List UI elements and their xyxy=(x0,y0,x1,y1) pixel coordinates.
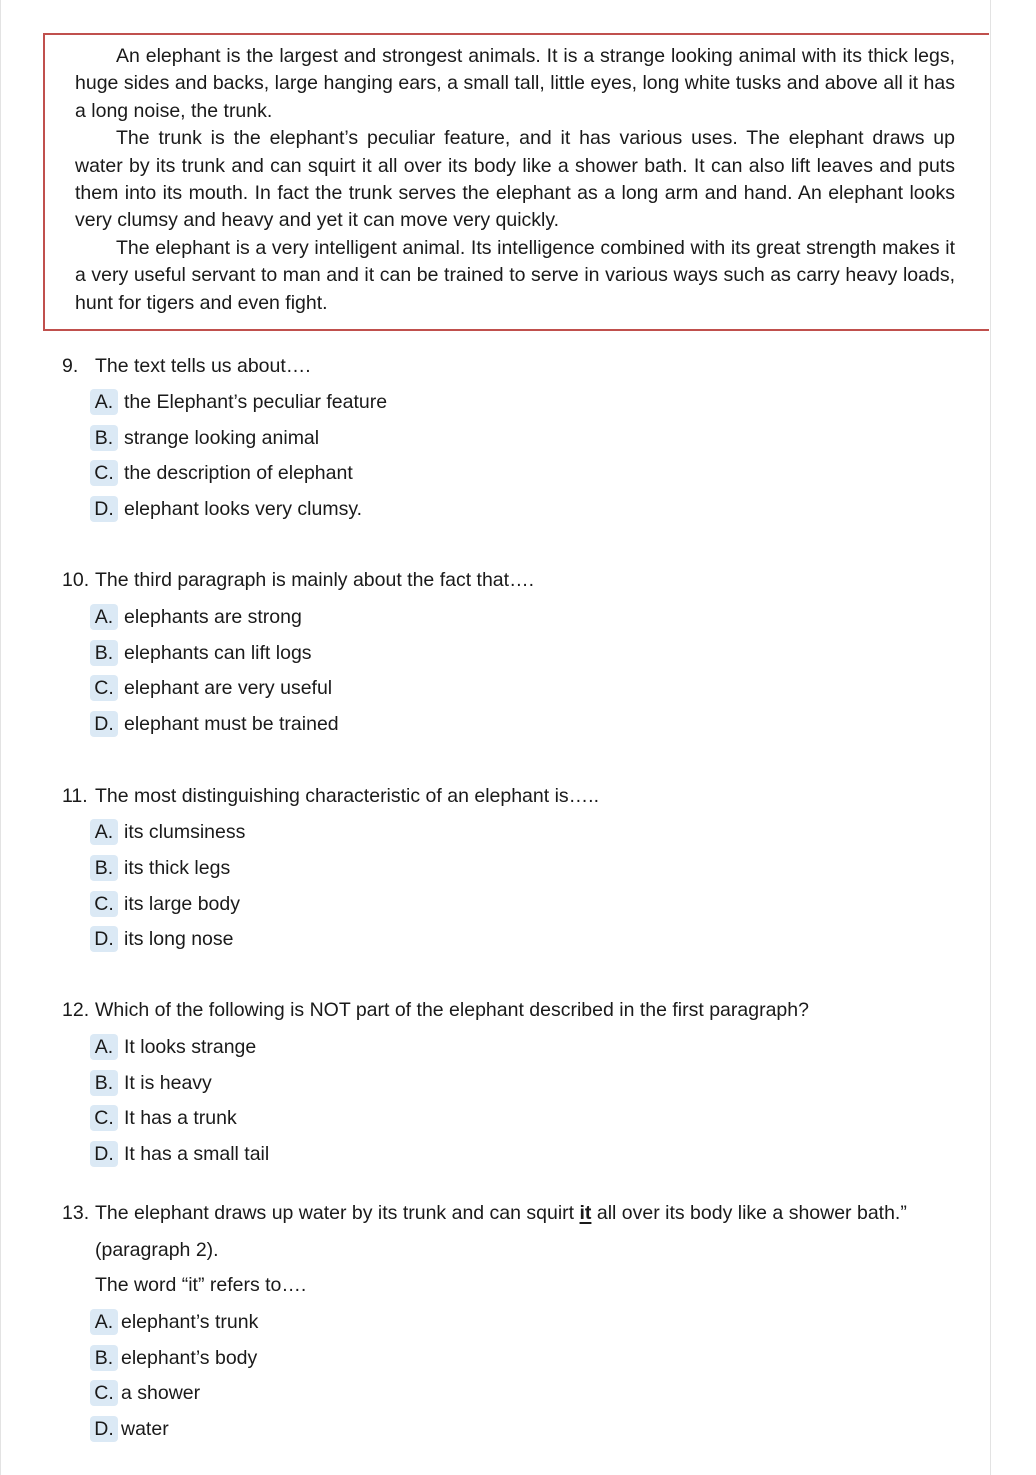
option-12b[interactable] xyxy=(90,1070,212,1096)
question-13-paragraph-ref: (paragraph 2). xyxy=(95,1239,219,1261)
option-letter: D. xyxy=(90,496,118,522)
question-text: The text tells us about…. xyxy=(95,355,311,377)
option-13c[interactable] xyxy=(90,1380,200,1406)
passage-paragraph-2: The trunk is the elephant’s peculiar feature, and it has various uses. The elephant draws up water by its trunk and can squirt it all over its body like a shower bath. It can also lift leaves and puts them into its mouth. In fact the trunk serves the elephant as a long arm and hand. An elephant looks very clumsy and heavy and yet it can move very quickly. xyxy=(75,127,955,232)
page-right-edge xyxy=(990,0,991,1475)
option-9a[interactable] xyxy=(90,389,387,415)
option-text: the description of elephant xyxy=(124,462,353,484)
option-letter: B. xyxy=(90,640,118,666)
option-letter: A. xyxy=(90,1309,118,1335)
option-text: elephants are strong xyxy=(124,606,302,628)
option-9d[interactable] xyxy=(90,496,362,522)
option-letter: D. xyxy=(90,1141,118,1167)
option-9b[interactable] xyxy=(90,425,319,451)
option-letter: A. xyxy=(90,819,118,845)
option-text: It has a trunk xyxy=(124,1107,237,1129)
passage-paragraph-1: An elephant is the largest and strongest animals. It is a strange looking animal with its thick legs, huge sides and backs, large hanging ears, a small tall, little eyes, long white tusks and above all it has a long noise, the trunk. xyxy=(75,45,955,122)
option-letter: C. xyxy=(90,675,118,701)
option-letter: C. xyxy=(90,891,118,917)
option-letter: A. xyxy=(90,1034,118,1060)
option-text: elephant’s body xyxy=(121,1347,258,1369)
option-text: the Elephant’s peculiar feature xyxy=(124,391,388,413)
option-text: its clumsiness xyxy=(124,821,246,843)
question-referenced-word: it xyxy=(579,1202,592,1224)
option-letter: D. xyxy=(90,711,118,737)
option-text: strange looking animal xyxy=(124,427,320,449)
option-11d[interactable] xyxy=(90,926,234,952)
question-number: 11. xyxy=(62,785,88,807)
option-letter: B. xyxy=(90,425,118,451)
option-text: It has a small tail xyxy=(124,1143,270,1165)
option-letter: B. xyxy=(90,855,118,881)
option-letter: C. xyxy=(90,1105,118,1131)
option-text: a shower xyxy=(121,1382,201,1404)
option-12a[interactable] xyxy=(90,1034,256,1060)
option-text: its thick legs xyxy=(124,857,231,879)
question-10 xyxy=(62,567,534,593)
question-text: The third paragraph is mainly about the fact that…. xyxy=(95,569,534,591)
question-text-before: The elephant draws up water by its trunk and can squirt xyxy=(95,1202,580,1224)
option-letter: B. xyxy=(90,1070,118,1096)
option-text: elephant looks very clumsy. xyxy=(124,498,363,520)
option-10d[interactable] xyxy=(90,711,339,737)
option-12d[interactable] xyxy=(90,1141,269,1167)
question-number: 9. xyxy=(62,355,79,377)
option-11a[interactable] xyxy=(90,819,245,845)
question-13 xyxy=(62,1200,907,1226)
option-text: its large body xyxy=(124,893,240,915)
option-10b[interactable] xyxy=(90,640,312,666)
passage-paragraph-3: The elephant is a very intelligent animal. Its intelligence combined with its great strength makes it a very useful servant to man and it can be trained to serve in various ways such as carry heavy loads, hunt for tigers and even fight. xyxy=(75,236,955,314)
question-9 xyxy=(62,353,311,379)
question-number: 10. xyxy=(62,569,90,591)
option-letter: A. xyxy=(90,389,118,415)
question-text: The most distinguishing characteristic of an elephant is….. xyxy=(95,785,600,807)
option-text: elephants can lift logs xyxy=(124,642,312,664)
option-letter: D. xyxy=(90,926,118,952)
option-text: elephant are very useful xyxy=(124,677,333,699)
question-number: 13. xyxy=(62,1202,90,1224)
option-text: its long nose xyxy=(124,928,234,950)
option-13d[interactable] xyxy=(90,1416,169,1442)
option-text: It is heavy xyxy=(124,1072,212,1094)
option-10c[interactable] xyxy=(90,675,332,701)
option-13b[interactable] xyxy=(90,1345,257,1371)
question-11 xyxy=(62,783,599,809)
option-text: It looks strange xyxy=(124,1036,257,1058)
option-text: elephant’s trunk xyxy=(121,1311,259,1333)
page-left-edge xyxy=(0,0,1,1475)
option-11b[interactable] xyxy=(90,855,230,881)
option-13a[interactable] xyxy=(90,1309,258,1335)
reading-passage xyxy=(43,33,989,331)
question-12 xyxy=(62,997,809,1023)
option-text: elephant must be trained xyxy=(124,713,339,735)
option-letter: D. xyxy=(90,1416,118,1442)
question-text: Which of the following is NOT part of the elephant described in the first paragraph? xyxy=(95,999,809,1021)
question-text-after: all over its body like a shower bath.” xyxy=(591,1202,907,1224)
option-12c[interactable] xyxy=(90,1105,237,1131)
option-10a[interactable] xyxy=(90,604,302,630)
option-letter: C. xyxy=(90,460,118,486)
option-letter: A. xyxy=(90,604,118,630)
option-text: water xyxy=(121,1418,169,1440)
option-letter: C. xyxy=(90,1380,118,1406)
option-9c[interactable] xyxy=(90,460,353,486)
option-letter: B. xyxy=(90,1345,118,1371)
question-number: 12. xyxy=(62,999,90,1021)
question-13-prompt: The word “it” refers to…. xyxy=(95,1274,307,1296)
option-11c[interactable] xyxy=(90,891,240,917)
